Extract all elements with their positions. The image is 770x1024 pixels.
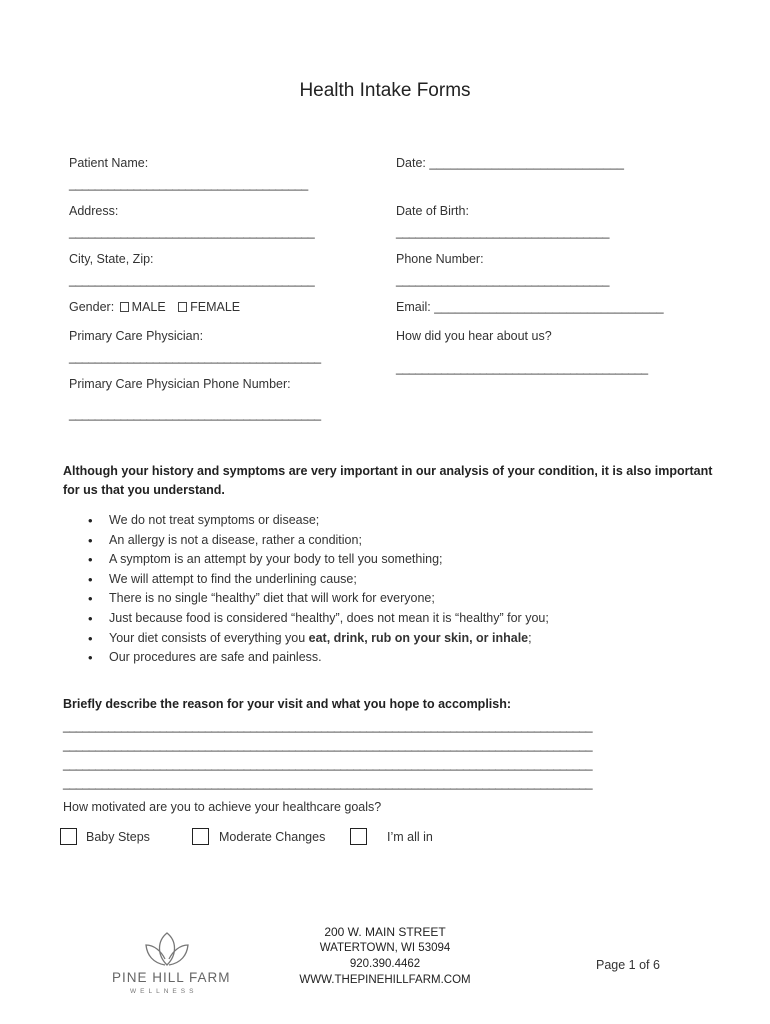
list-item: • Our procedures are safe and painless. (63, 648, 549, 668)
reason-line-3[interactable]: __________________________________________________________________________________ (63, 757, 593, 771)
lotus-icon (139, 927, 195, 969)
intro-line-1: Although your history and symptoms are very important in our analysis of your condition, it is also important (63, 464, 713, 478)
gender-label: Gender: (69, 300, 115, 314)
list-item: • We will attempt to find the underlining cause; (63, 570, 549, 590)
list-item: • A symptom is an attempt by your body to tell you something; (63, 550, 549, 570)
baby-steps-checkbox[interactable] (60, 828, 77, 845)
male-label: MALE (131, 300, 166, 314)
motivation-question: How motivated are you to achieve your healthcare goals? (63, 800, 382, 814)
male-checkbox[interactable] (120, 302, 129, 312)
page-title: Health Intake Forms (299, 80, 471, 101)
diet-bold: eat, drink, rub on your skin, or inhale (308, 630, 529, 645)
female-label: FEMALE (190, 300, 241, 314)
reason-label: Briefly describe the reason for your visit and what you hope to accomplish: (63, 697, 512, 711)
pcp-field[interactable]: _______________________________________ (69, 350, 321, 364)
email-field[interactable]: Email: _________________________________ (396, 300, 664, 314)
logo-sub: WELLNESS (130, 988, 198, 995)
hear-about-label: How did you hear about us? (396, 329, 552, 343)
footer-address-2: WATERTOWN, WI 53094 (319, 942, 451, 954)
patient-name-field[interactable]: _____________________________________ (69, 177, 308, 191)
list-item: • There is no single “healthy” diet that will work for everyone; (63, 589, 549, 609)
footer-phone: 920.390.4462 (349, 958, 421, 970)
phone-field[interactable]: _________________________________ (396, 273, 609, 287)
list-item-diet (63, 629, 549, 649)
pcp-label: Primary Care Physician: (69, 329, 204, 343)
address-field[interactable]: ______________________________________ (69, 225, 315, 239)
page-number: Page 1 of 6 (596, 958, 660, 972)
dob-label: Date of Birth: (396, 204, 469, 218)
hear-about-field[interactable]: _______________________________________ (396, 361, 648, 375)
diet-prefix: Your diet consists of everything you (109, 630, 309, 645)
list-item: • An allergy is not a disease, rather a condition; (63, 531, 549, 551)
baby-steps-label: Baby Steps (86, 830, 150, 844)
phone-label: Phone Number: (396, 252, 484, 266)
logo-name: PINE HILL FARM (112, 970, 231, 985)
pcp-phone-field[interactable]: _______________________________________ (69, 407, 321, 421)
pcp-phone-label: Primary Care Physician Phone Number: (69, 377, 291, 391)
list-item: • Just because food is considered “healthy”, does not mean it is “healthy” for you; (63, 609, 549, 629)
address-label: Address: (69, 204, 119, 218)
patient-name-label: Patient Name: (69, 156, 149, 170)
gender-field (69, 300, 240, 314)
all-in-label: I’m all in (387, 830, 433, 844)
reason-line-4[interactable]: __________________________________________________________________________________ (63, 776, 593, 790)
all-in-checkbox[interactable] (350, 828, 367, 845)
dob-field[interactable]: _________________________________ (396, 225, 609, 239)
date-field[interactable]: Date: ____________________________ (396, 156, 625, 170)
bullet-list (63, 511, 549, 668)
footer-website[interactable]: WWW.THEPINEHILLFARM.COM (299, 974, 471, 986)
footer-address-1: 200 W. MAIN STREET (324, 925, 446, 939)
city-state-zip-field[interactable]: ______________________________________ (69, 273, 315, 287)
intro-line-2: for us that you understand. (63, 483, 225, 497)
list-item: • We do not treat symptoms or disease; (63, 511, 549, 531)
moderate-changes-checkbox[interactable] (192, 828, 209, 845)
diet-suffix: ; (528, 630, 532, 645)
reason-line-2[interactable]: __________________________________________________________________________________ (63, 738, 593, 752)
female-checkbox[interactable] (178, 302, 187, 312)
city-state-zip-label: City, State, Zip: (69, 252, 154, 266)
reason-line-1[interactable]: __________________________________________________________________________________ (63, 719, 593, 733)
moderate-changes-label: Moderate Changes (219, 830, 326, 844)
